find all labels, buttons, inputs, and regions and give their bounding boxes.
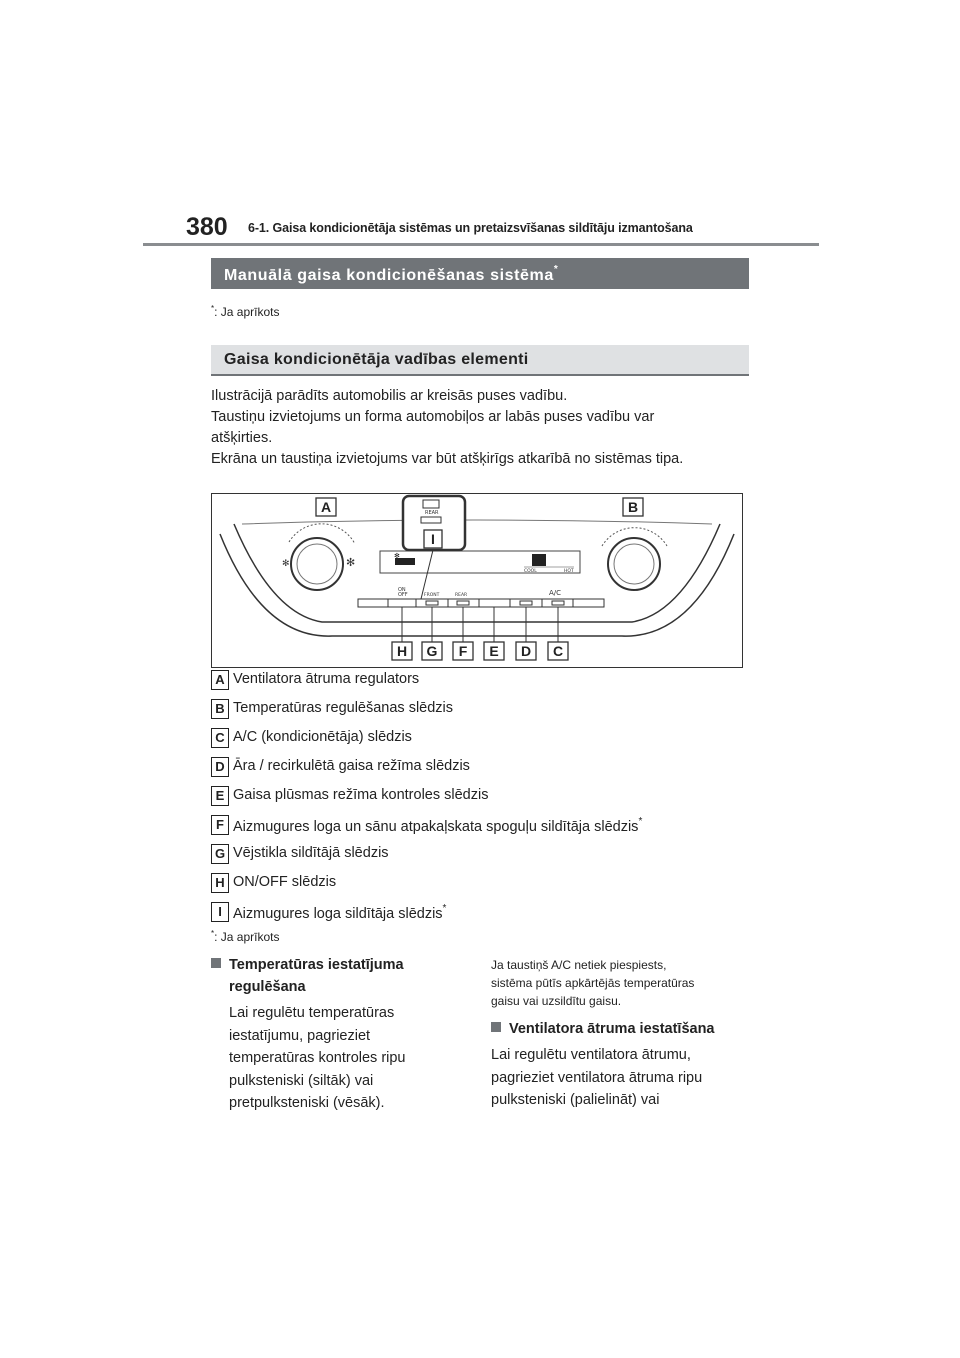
- legend-key: B: [211, 699, 229, 719]
- legend-footnote: [211, 929, 280, 944]
- section-footnote: [211, 304, 280, 319]
- label-e: E: [489, 643, 499, 659]
- intro-line: Ekrāna un taustiņa izvietojums var būt atšķirīgs atkarībā no sistēmas tipa.: [211, 451, 684, 467]
- temperature-body: [229, 1002, 469, 1115]
- label-c: C: [552, 643, 564, 659]
- legend-key: G: [211, 844, 229, 864]
- off-label: OFF: [398, 592, 408, 598]
- note-line: Ja taustiņš A/C netiek piespiests,: [491, 958, 667, 972]
- body-line: Lai regulētu ventilatora ātrumu,: [491, 1047, 691, 1063]
- label-g: G: [426, 643, 438, 659]
- footnote-text: : Ja aprīkots: [214, 930, 280, 944]
- label-i: I: [431, 531, 435, 547]
- footnote-mark: *: [211, 929, 215, 938]
- label-f: F: [458, 643, 468, 659]
- fan-speed-body: [491, 1044, 751, 1112]
- legend-text: Temperatūras regulēšanas slēdzis: [233, 700, 454, 716]
- section-title-bar: [211, 258, 749, 289]
- legend-text: A/C (kondicionētāja) slēdzis: [233, 729, 412, 745]
- subsection-title: Gaisa kondicionētāja vadības elementi: [224, 351, 529, 368]
- body-line: Lai regulētu temperatūras: [229, 1005, 395, 1021]
- label-d: D: [520, 643, 532, 659]
- on-label: ON: [398, 587, 406, 593]
- legend-text: Aizmugures loga sildītāja slēdzis: [233, 906, 443, 922]
- header-divider: [143, 243, 819, 246]
- fan-large-icon: ✻: [346, 556, 356, 569]
- section-title: Manuālā gaisa kondicionēšanas sistēma: [224, 267, 554, 284]
- legend-mark: *: [442, 903, 447, 914]
- heading-line: Temperatūras iestatījuma: [229, 957, 404, 973]
- legend-key: I: [211, 902, 229, 922]
- bullet-square-icon: [491, 1022, 501, 1032]
- legend-text: ON/OFF slēdzis: [233, 874, 337, 890]
- label-b: B: [627, 499, 639, 515]
- legend-text: Aizmugures loga un sānu atpakaļskata spoguļu sildītāja slēdzis: [233, 819, 639, 835]
- body-line: pulksteniski (palielināt) vai: [491, 1092, 660, 1108]
- cool-label: COOL: [524, 569, 537, 574]
- legend-key: F: [211, 815, 229, 835]
- chapter-title: 6-1. Gaisa kondicionētāja sistēmas un pretaizsvīšanas sildītāju izmantošana: [248, 221, 693, 235]
- body-line: pulksteniski (siltāk) vai: [229, 1072, 374, 1089]
- intro-text: [211, 386, 751, 470]
- front-label: FRONT: [424, 593, 440, 598]
- section-title-mark: *: [553, 264, 559, 275]
- footnote-mark: *: [211, 304, 215, 313]
- legend-key: E: [211, 786, 229, 806]
- intro-line: Ilustrācijā parādīts automobilis ar kreisās puses vadību.: [211, 388, 568, 404]
- legend-text: Ventilatora ātruma regulators: [233, 671, 420, 687]
- control-panel-diagram: [211, 493, 743, 668]
- legend-text: Āra / recirkulētā gaisa režīma slēdzis: [233, 758, 470, 774]
- label-h: H: [396, 643, 408, 659]
- page-number: 380: [186, 213, 228, 241]
- temperature-heading: [211, 954, 461, 998]
- body-line: pagrieziet ventilatora ātruma ripu: [491, 1069, 703, 1086]
- hot-label: HOT: [564, 569, 574, 574]
- footnote-text: : Ja aprīkots: [214, 305, 280, 319]
- display-fan-icon: ✻: [394, 552, 400, 560]
- ac-label: A/C: [549, 589, 562, 597]
- ac-note: [491, 956, 751, 1010]
- rear-label: REAR: [425, 510, 439, 516]
- legend-key: A: [211, 670, 229, 690]
- intro-line: atšķirties.: [211, 430, 273, 446]
- body-line: iestatījumu, pagrieziet: [229, 1027, 371, 1044]
- legend-key: C: [211, 728, 229, 748]
- legend-key: H: [211, 873, 229, 893]
- note-line: sistēma pūtīs apkārtējās temperatūras: [491, 976, 695, 990]
- legend-text: Gaisa plūsmas režīma kontroles slēdzis: [233, 787, 489, 803]
- label-a: A: [320, 499, 332, 515]
- body-line: pretpulksteniski (vēsāk).: [229, 1095, 385, 1111]
- fan-small-icon: ✻: [282, 559, 290, 569]
- rear-label-2: REAR: [455, 593, 468, 598]
- note-line: gaisu vai uzsildītu gaisu.: [491, 994, 622, 1008]
- subsection-title-bar: [211, 345, 749, 376]
- legend-mark: *: [638, 816, 643, 827]
- legend-key: D: [211, 757, 229, 777]
- heading-line: Ventilatora ātruma iestatīšana: [509, 1021, 715, 1037]
- heading-line: regulēšana: [229, 979, 306, 995]
- intro-line: Taustiņu izvietojums un forma automobiļos ar labās puses vadību var: [211, 409, 655, 425]
- legend-text: Vējstikla sildītājā slēdzis: [233, 845, 389, 861]
- bullet-square-icon: [211, 958, 221, 968]
- control-panel-illustration: [212, 494, 742, 667]
- body-line: temperatūras kontroles ripu: [229, 1050, 406, 1066]
- fan-speed-heading: [491, 1018, 751, 1040]
